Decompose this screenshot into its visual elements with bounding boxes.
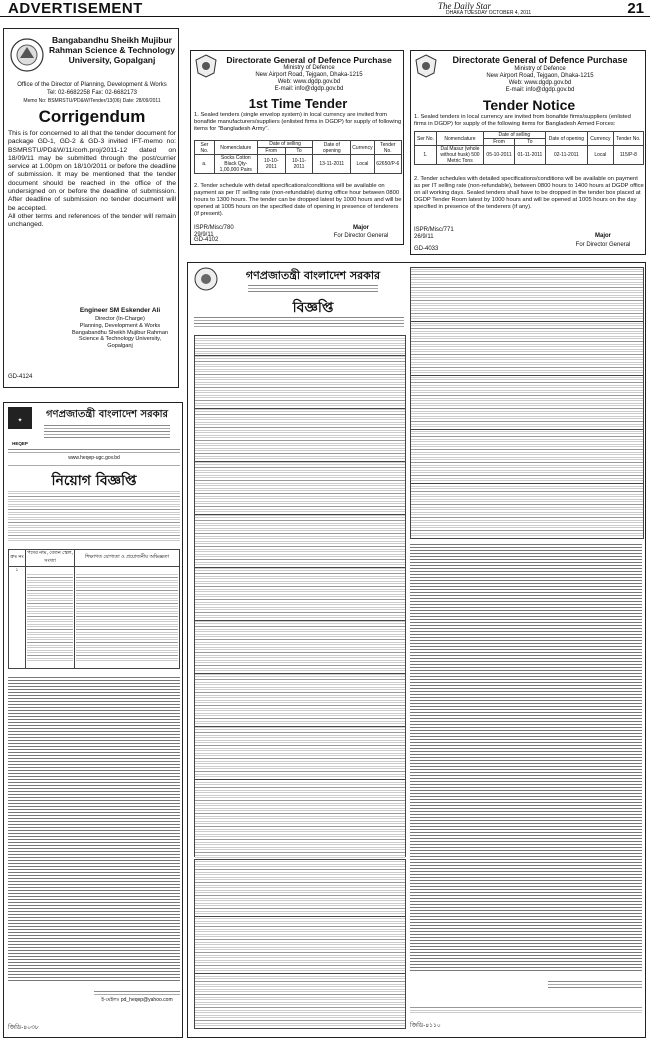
- col-nomenclature: Nomenclature: [436, 132, 483, 146]
- cell-opening: 13-11-2011: [313, 155, 351, 174]
- table-row: [415, 146, 644, 165]
- section-title: ADVERTISEMENT: [8, 0, 143, 17]
- gd-number: জিডি-৪০৩৮: [8, 1025, 39, 1031]
- cell-ser: a.: [195, 155, 215, 174]
- cell-ser: 1.: [415, 146, 437, 165]
- schedule-table-left: [194, 355, 406, 857]
- terms-conditions: [8, 675, 180, 983]
- page-header: [0, 0, 650, 17]
- heqep-badge: HEQEP: [12, 441, 28, 446]
- notice-title: Corrigendum: [38, 107, 146, 126]
- table-row: [411, 484, 643, 538]
- recruitment-notice-ad: [3, 402, 183, 1038]
- cell-from: 05-10-2011: [483, 146, 514, 165]
- table-row: [411, 376, 643, 430]
- col-ser: Ser No.: [415, 132, 437, 146]
- sub-header-lines: [248, 283, 378, 294]
- contact-email: ই-মেইলঃ pd_heqep@yahoo.com: [101, 997, 173, 1003]
- gov-title: গণপ্রজাতন্ত্রী বাংলাদেশ সরকার: [46, 409, 168, 420]
- table-row: [195, 674, 405, 727]
- sign-for: For Director General: [333, 233, 389, 239]
- web: Web: www.dgdp.gov.bd: [508, 80, 572, 86]
- cell-item: Dal Masur (whole without husk) 500 Metric Tons: [436, 146, 483, 165]
- tender-para2: 2. Tender schedules with detailed specifications/conditions will be available on payment as per IT selling rate (non-refundable), between 0800 hours to 1400 hours at DGDP office on all working days. Sealed tenders shall have to be dropped in the tender box placed at DGDP Tender Room latest by 1000 hours and will be opened at 1005 hours on the day specified in presence of the tenderers (if any).: [414, 176, 644, 210]
- col-opening: Date of opening: [545, 132, 587, 146]
- table-row: [195, 356, 405, 409]
- col-serial: ক্রঃ নং: [9, 550, 26, 567]
- col-from: From: [257, 148, 285, 155]
- col-selling: Date of selling: [257, 141, 313, 148]
- bijnapti-notice-ad: [187, 262, 646, 1038]
- dgdp-tender-ad: [190, 50, 404, 245]
- col-selling: Date of selling: [483, 132, 545, 139]
- dgdp-tender-notice-ad: [410, 50, 646, 255]
- org-name: Directorate General of Defence Purchase: [226, 55, 392, 65]
- institution-name: Bangabandhu Sheikh Mujibur Rahman Science & Technology University, Gopalganj: [49, 35, 175, 65]
- ministry: Ministry of Defence: [514, 66, 566, 72]
- gd-number: জিডি-৪১১০: [410, 1023, 441, 1029]
- cell-tender-no: 62650/P-6: [374, 155, 401, 174]
- notice-title: বিজ্ঞপ্তি: [292, 300, 334, 316]
- col-to: To: [285, 148, 313, 155]
- table-row: [195, 462, 405, 515]
- web: Web: www.dgdp.gov.bd: [277, 79, 341, 85]
- cell-tender-no: 115/P-8: [613, 146, 643, 165]
- tender-table: [194, 140, 402, 174]
- tender-title: Tender Notice: [482, 97, 576, 113]
- gd-number: GD-4033: [414, 246, 439, 252]
- signatory-name: Engineer SM Eskender Ali: [79, 307, 161, 314]
- footer-note: [410, 1007, 642, 1015]
- corrigendum-ad: [3, 28, 179, 388]
- contact-line: Tel: 02-6682258 Fax: 02-6682173: [46, 90, 138, 96]
- signature-block: [548, 979, 642, 990]
- cell-to: 01-11-2011: [515, 146, 546, 165]
- sub-header-lines: [44, 423, 170, 440]
- col-post: পদের নাম, বেতন স্কেল, সংখ্যা: [26, 550, 75, 567]
- terms-conditions: [410, 543, 642, 973]
- cell-currency: Local: [588, 146, 614, 165]
- tender-title: 1st Time Tender: [248, 96, 348, 111]
- col-tender-no: Tender No.: [613, 132, 643, 146]
- col-ser: Ser No.: [195, 141, 215, 155]
- schedule-table-header: [194, 335, 406, 357]
- sign-rank: Major: [594, 233, 611, 239]
- address-lines: [8, 447, 180, 455]
- tender-para2: 2. Tender schedule with detail specifications/conditions will be available on payment as per IT selling rate (non-refundable) during office hour between 0800 hours to 1300 hours. The tender can be dropped latest by 1000 hours and will be opened at 1005 hours on the specified date of opening in presence of tenderers (if present).: [194, 183, 402, 217]
- memo-lines: [194, 315, 404, 329]
- address: New Airport Road, Tejgaon, Dhaka-1215: [486, 73, 594, 79]
- table-row: ১: [9, 567, 180, 669]
- table-row: [195, 780, 405, 860]
- col-opening: Date of opening: [313, 141, 351, 155]
- intro-text: [8, 489, 180, 543]
- table-row: [195, 917, 405, 974]
- address: New Airport Road, Tejgaon, Dhaka-1215: [255, 72, 363, 78]
- col-nomenclature: Nomenclature: [214, 141, 257, 155]
- signatory-role: Director (In-Charge) Planning, Development & Works Bangabandhu Sheikh Mujibur Rahman Science & Technology University, Gopalganj: [71, 316, 169, 350]
- email: E-mail: info@dgdp.gov.bd: [274, 86, 344, 92]
- table-row: [411, 322, 643, 376]
- schedule-table-right: [410, 267, 644, 539]
- sign-rank: Major: [352, 225, 369, 231]
- defence-logo: [415, 54, 437, 78]
- university-logo: [10, 34, 44, 76]
- gd-number: GD-4102: [194, 237, 219, 243]
- memo-line: Memo No: BSMRSTU/PD&W/Tender/13(06) Date: 28/09/2011: [23, 98, 161, 104]
- defence-logo: [195, 54, 217, 78]
- notice-body: This is for concerned to all that the tender document for package GD-1, GD-2 & GD-3 invited IFT-memo no: BSMRSTU/PD&W/11/corh.proj/2011-12 dated on 18/09/11 may be submitted through the post/currier service at 1.00pm on 18/10/2011 or before the deadline of submission. It may be mentioned that the tender document should be reached in the office of the undersigned on or before the deadline of submission. After deadline of submission no tender document will be accepted. All other terms and references of the tender will remain unchanged.: [8, 130, 176, 229]
- col-from: From: [483, 139, 514, 146]
- ispr-ref: ISPR/Misc/771 26/9/11: [414, 227, 454, 240]
- cell-from: 10-10-2011: [257, 155, 285, 174]
- sign-for: For Director General: [575, 242, 631, 248]
- col-currency: Currency: [351, 141, 374, 155]
- table-row: [411, 268, 643, 322]
- table-row: [411, 430, 643, 484]
- tender-table: [414, 131, 644, 165]
- table-row: [195, 974, 405, 1028]
- post-table: [8, 549, 180, 669]
- page-number: 21: [627, 0, 644, 17]
- table-row: [195, 621, 405, 674]
- tender-intro: 1. Sealed tenders (single envelop system) in local currency are invited from bonafide manufacturers/suppliers (enlisted firms in DGDP) for supply of following items for "Bangladesh Army".: [194, 112, 402, 132]
- table-row: [195, 409, 405, 462]
- col-tender-no: Tender No.: [374, 141, 401, 155]
- website: www.heqep-ugc.gov.bd: [68, 455, 120, 461]
- govt-emblem-icon: [194, 267, 218, 291]
- ispr-ref: ISPR/Misc/780 29/9/11: [194, 225, 234, 238]
- memo-lines: [8, 463, 180, 468]
- heqep-logo: [7, 406, 33, 446]
- gov-title: গণপ্রজাতন্ত্রী বাংলাদেশ সরকার: [245, 269, 381, 282]
- signature-block: [94, 989, 180, 1003]
- col-to: To: [515, 139, 546, 146]
- org-name: Directorate General of Defence Purchase: [452, 55, 628, 65]
- cell-currency: Local: [351, 155, 374, 174]
- table-row: [195, 727, 405, 780]
- gd-number: GD-4124: [8, 374, 33, 380]
- col-qualification: শিক্ষাগত যোগ্যতা ও প্রয়োজনীয় অভিজ্ঞতা: [75, 550, 180, 567]
- table-row: [195, 860, 405, 917]
- ministry: Ministry of Defence: [283, 65, 335, 71]
- cell-item: Socks Cotton Black Qty-1,00,000 Pairs: [214, 155, 257, 174]
- cell-opening: 02-11-2011: [545, 146, 587, 165]
- svg-text:✦: ✦: [17, 417, 23, 424]
- col-currency: Currency: [588, 132, 614, 146]
- email: E-mail: info@dgdp.gov.bd: [505, 87, 575, 93]
- cell-to: 10-11-2011: [285, 155, 313, 174]
- office-line: Office of the Director of Planning, Development & Works: [17, 82, 167, 88]
- notice-title: নিয়োগ বিজ্ঞপ্তি: [51, 473, 137, 489]
- publication-name: The Daily Star: [438, 1, 491, 11]
- tender-intro: 1. Sealed tenders in local currency are invited from bonafide firms/suppliers (enlisted firms in DGDP) for supply of the following items for Bangladesh Armed Forces:: [414, 114, 631, 127]
- table-row: [195, 568, 405, 621]
- table-row: [195, 515, 405, 568]
- dateline: DHAKA TUESDAY OCTOBER 4, 2011: [446, 10, 532, 16]
- table-row: [195, 155, 402, 174]
- schedule-table-left-bottom: [194, 859, 406, 1029]
